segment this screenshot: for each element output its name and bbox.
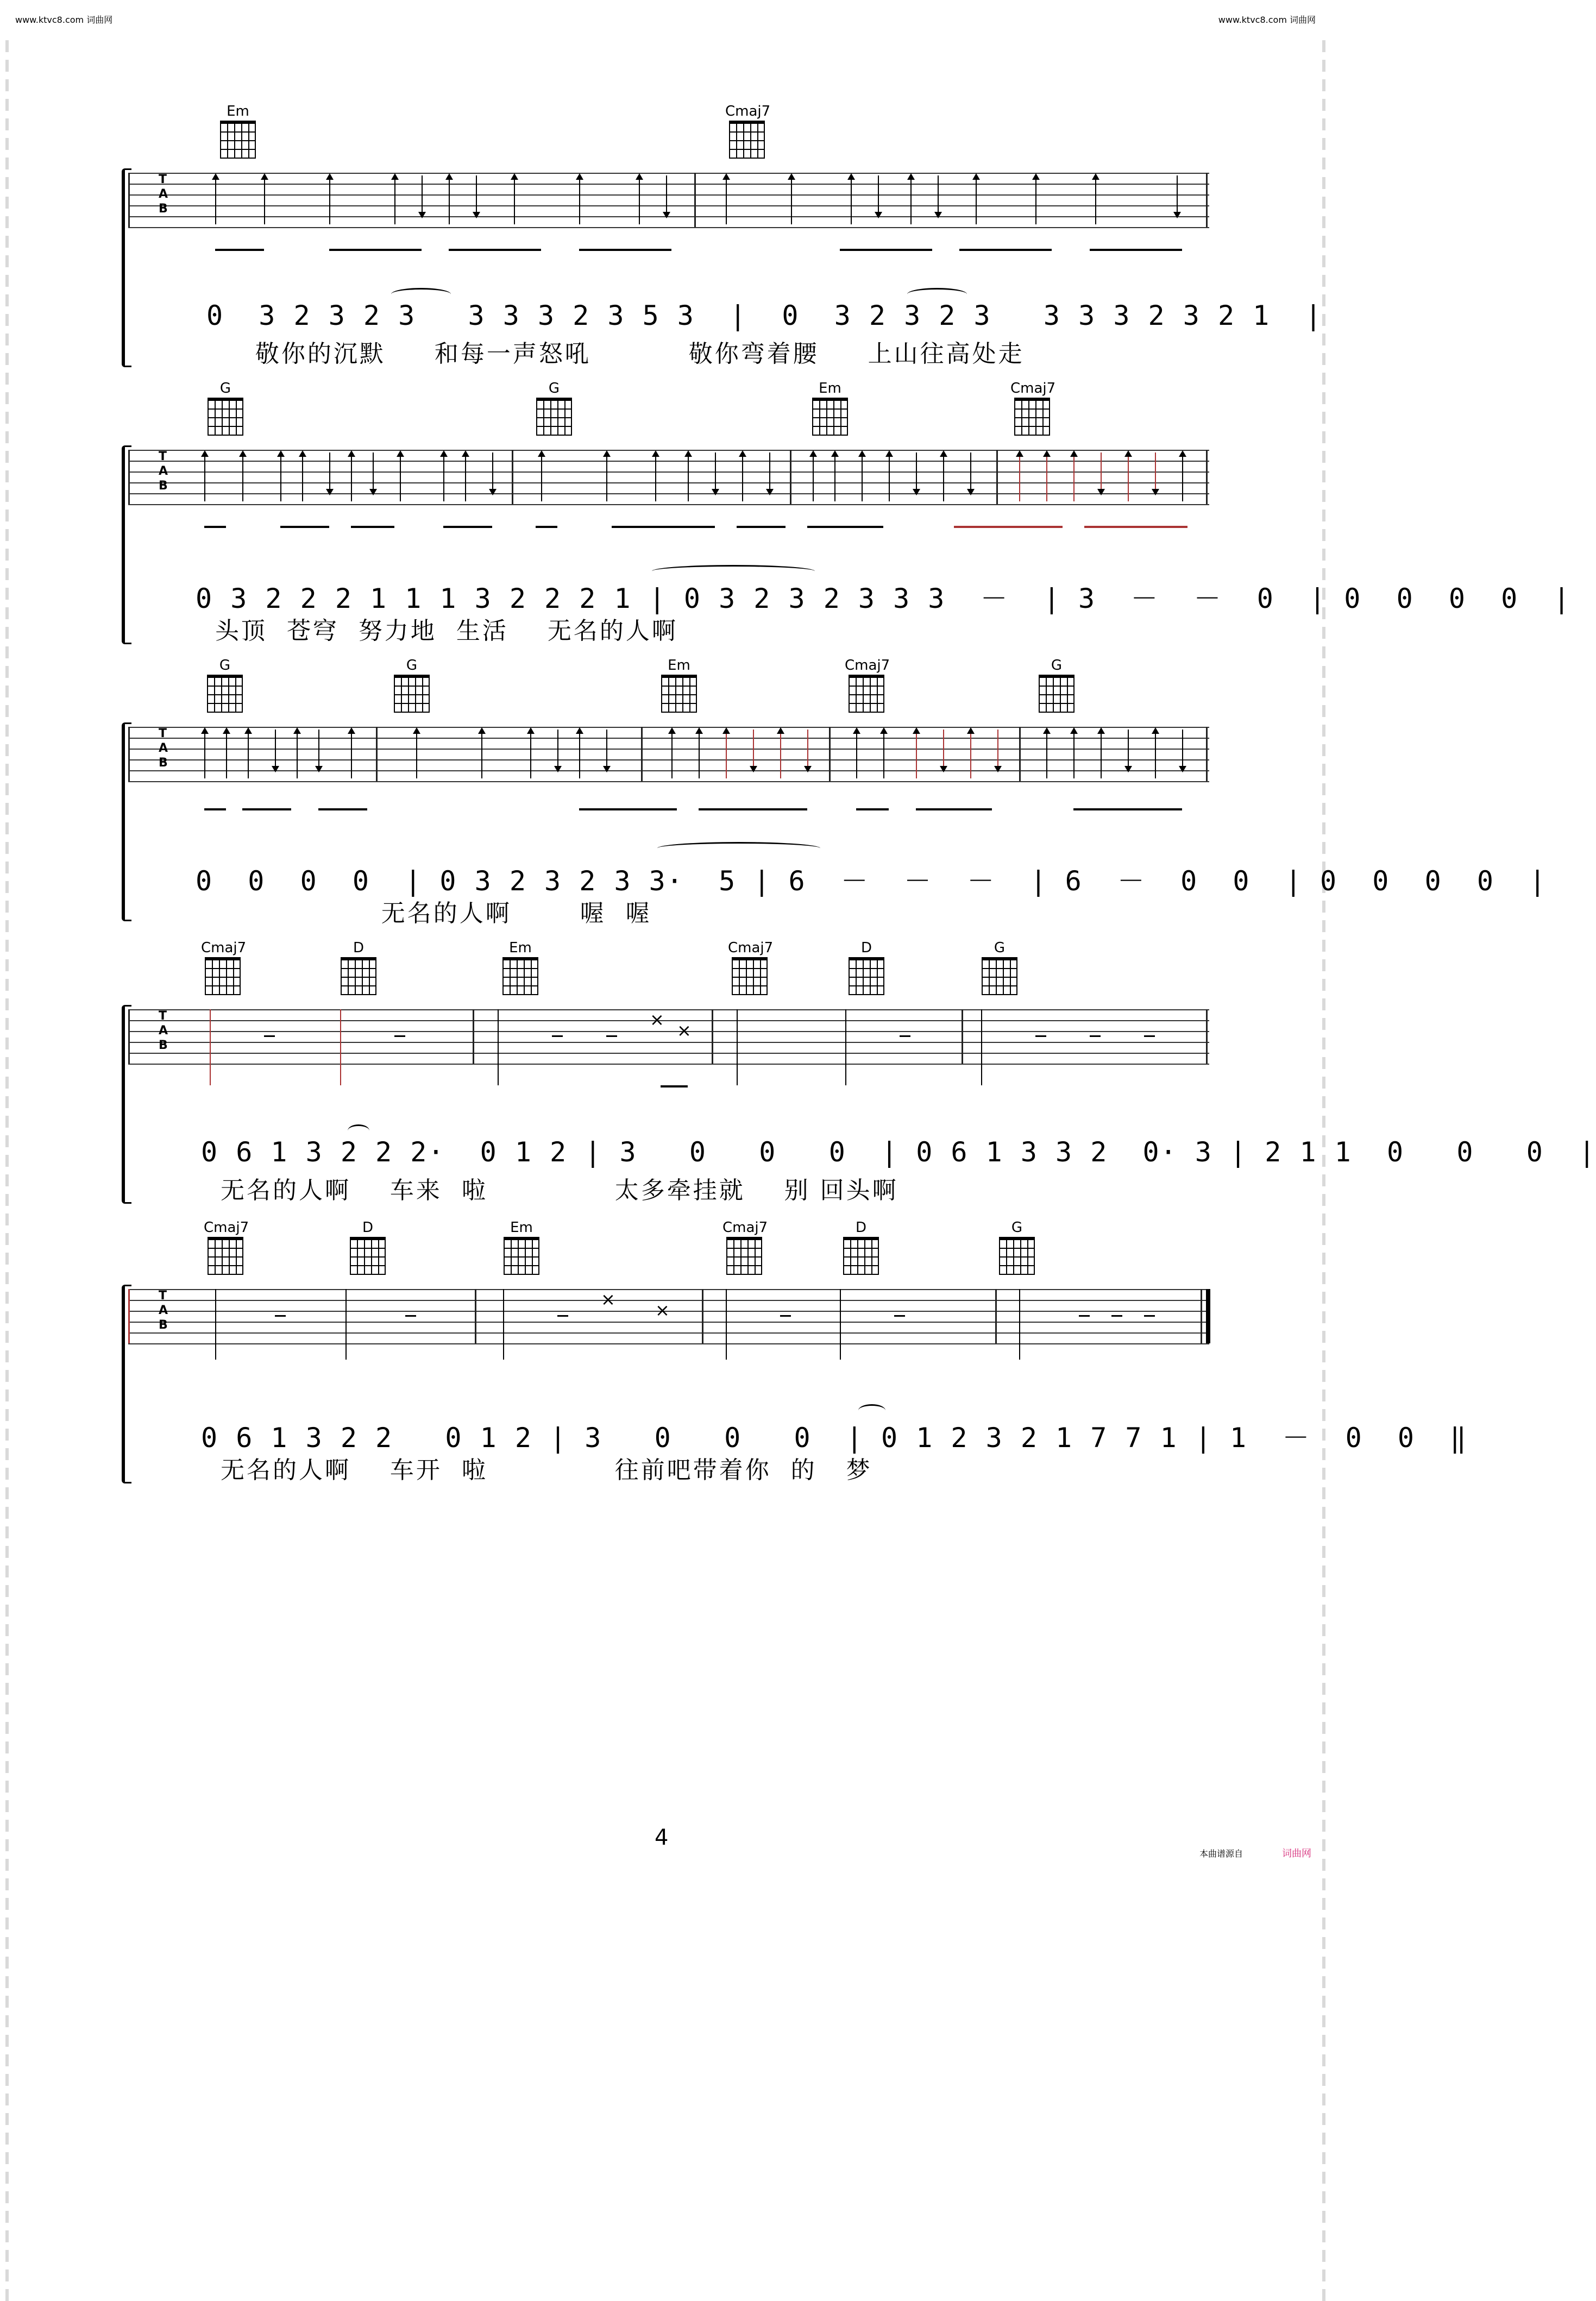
tab-letter-t: T xyxy=(159,1009,167,1023)
chord-name: Em xyxy=(668,657,690,674)
chord-grid xyxy=(729,121,765,159)
chord-grid xyxy=(504,1237,539,1275)
chord-name: G xyxy=(1051,657,1063,674)
chord-diagram xyxy=(337,940,380,995)
chord-name: G xyxy=(406,657,418,674)
site-header-left: www.ktvc8.com 词曲网 xyxy=(15,15,113,25)
chord-diagram xyxy=(500,1219,543,1275)
chord-name: Cmaj7 xyxy=(204,1219,249,1236)
lyric-line: 无名的人啊 喔 喔 xyxy=(196,900,652,927)
lyric-line: 头顶 苍穹 努力地 生活 无名的人啊 xyxy=(196,617,678,645)
chord-name: D xyxy=(860,940,872,956)
chord-diagram xyxy=(216,103,260,159)
chord-diagram xyxy=(845,657,888,713)
chord-grid xyxy=(207,675,243,713)
chord-grid xyxy=(341,957,376,995)
chord-name: Cmaj7 xyxy=(201,940,247,956)
chord-name: Cmaj7 xyxy=(725,103,771,120)
chord-grid xyxy=(350,1237,386,1275)
chord-name: G xyxy=(219,657,231,674)
jianpu-notation: 0 6 1 3 2 2 2· 0 1 2 | 3 0 0 0 | 0 6 1 3 3 2 0· 3 | 2 1 1 0 0 0 | xyxy=(201,1136,1596,1168)
tab-staff xyxy=(128,450,1209,504)
chord-name: G xyxy=(994,940,1006,956)
jianpu-notation: 0 3 2 2 2 1 1 1 3 2 2 2 1 | 0 3 2 3 2 3 3 3 － | 3 － － 0 | 0 0 0 0 | xyxy=(196,583,1571,614)
page-number: 4 xyxy=(655,1825,669,1850)
tab-letter-t: T xyxy=(159,727,167,740)
chord-grid xyxy=(982,957,1017,995)
chord-name: G xyxy=(548,380,560,397)
chord-name: Em xyxy=(509,940,532,956)
tab-letter-b: B xyxy=(159,202,168,216)
chord-grid xyxy=(849,675,884,713)
chord-name: Cmaj7 xyxy=(845,657,890,674)
chord-diagram xyxy=(201,940,247,995)
chord-diagram xyxy=(1035,657,1078,713)
lyric-line: 无名的人啊 车开 啦 往前吧带着你 的 梦 xyxy=(201,1456,872,1484)
site-header-right: www.ktvc8.com 词曲网 xyxy=(1218,15,1316,25)
chord-grid xyxy=(1014,398,1050,436)
chord-diagram xyxy=(203,657,247,713)
chord-diagram xyxy=(808,380,852,436)
footer-site-logo: 词曲网 xyxy=(1282,1848,1311,1859)
chord-name: Cmaj7 xyxy=(722,1219,768,1236)
tab-staff: × × xyxy=(128,1289,1209,1343)
lyric-line: 敬你的沉默 和每一声怒吼 敬你弯着腰 上山往高处走 xyxy=(206,340,1025,368)
tab-letter-b: B xyxy=(159,1318,168,1332)
chord-name: Cmaj7 xyxy=(1010,380,1056,397)
chord-diagram xyxy=(204,1219,247,1275)
chord-name: Em xyxy=(227,103,249,120)
tab-letter-a: A xyxy=(159,1024,168,1038)
chord-grid xyxy=(726,1237,762,1275)
chord-diagram xyxy=(657,657,701,713)
jianpu-notation: 0 0 0 0 | 0 3 2 3 2 3 3· 5 | 6 － － － | 6 － 0 0 | 0 0 0 0 | xyxy=(196,865,1547,897)
score-system-2 xyxy=(0,380,1571,652)
chord-diagram xyxy=(499,940,542,995)
tab-letter-t: T xyxy=(159,450,167,463)
tab-letter-a: A xyxy=(159,1304,168,1317)
chord-name: G xyxy=(219,380,231,397)
chord-diagram xyxy=(995,1219,1039,1275)
chord-grid xyxy=(732,957,768,995)
score-system-3 xyxy=(0,657,1547,929)
chord-diagram xyxy=(722,1219,766,1275)
chord-name: Em xyxy=(510,1219,533,1236)
chord-grid xyxy=(536,398,572,436)
chord-name: D xyxy=(353,940,365,956)
lyric-line: 无名的人啊 车来 啦 太多牵挂就 别 回头啊 xyxy=(201,1177,898,1204)
chord-grid xyxy=(843,1237,879,1275)
chord-grid xyxy=(812,398,848,436)
chord-diagram xyxy=(839,1219,883,1275)
chord-diagram xyxy=(532,380,576,436)
tab-letter-t: T xyxy=(159,1289,167,1303)
chord-diagram xyxy=(728,940,774,995)
chord-diagram xyxy=(390,657,433,713)
chord-grid xyxy=(661,675,697,713)
chord-name: D xyxy=(362,1219,374,1236)
tab-letter-b: B xyxy=(159,756,168,770)
score-system-4 xyxy=(0,940,1596,1211)
tab-letter-b: B xyxy=(159,1039,168,1052)
chord-name: Em xyxy=(819,380,841,397)
chord-diagram xyxy=(204,380,247,436)
chord-grid xyxy=(220,121,256,159)
chord-grid xyxy=(502,957,538,995)
chord-grid xyxy=(205,957,241,995)
tab-letter-a: A xyxy=(159,187,168,201)
chord-name: Cmaj7 xyxy=(728,940,774,956)
score-system-1 xyxy=(0,103,1331,369)
chord-diagram xyxy=(725,103,769,159)
chord-diagram xyxy=(845,940,888,995)
tab-letter-t: T xyxy=(159,173,167,186)
chord-diagram xyxy=(1010,380,1054,436)
chord-name: D xyxy=(855,1219,867,1236)
chord-name: G xyxy=(1011,1219,1023,1236)
chord-grid xyxy=(208,398,243,436)
chord-grid xyxy=(999,1237,1035,1275)
score-system-5 xyxy=(0,1219,1468,1491)
chord-diagram xyxy=(346,1219,389,1275)
tab-staff: × × xyxy=(128,1009,1209,1064)
chord-grid xyxy=(394,675,430,713)
tab-letter-a: A xyxy=(159,464,168,478)
tab-letter-b: B xyxy=(159,479,168,493)
footer-source-label: 本曲谱源自 xyxy=(1199,1849,1243,1859)
chord-grid xyxy=(1039,675,1075,713)
jianpu-notation: 0 3 2 3 2 3 3 3 3 2 3 5 3 | 0 3 2 3 2 3 3 3 3 2 3 2 1 | xyxy=(206,300,1323,331)
tab-staff xyxy=(128,173,1209,227)
tab-staff xyxy=(128,727,1209,781)
chord-grid xyxy=(208,1237,243,1275)
jianpu-notation: 0 6 1 3 2 2 0 1 2 | 3 0 0 0 | 0 1 2 3 2 1 7 7 1 | 1 － 0 0 ‖ xyxy=(201,1422,1468,1454)
chord-grid xyxy=(849,957,884,995)
chord-diagram xyxy=(978,940,1021,995)
tab-letter-a: A xyxy=(159,741,168,755)
